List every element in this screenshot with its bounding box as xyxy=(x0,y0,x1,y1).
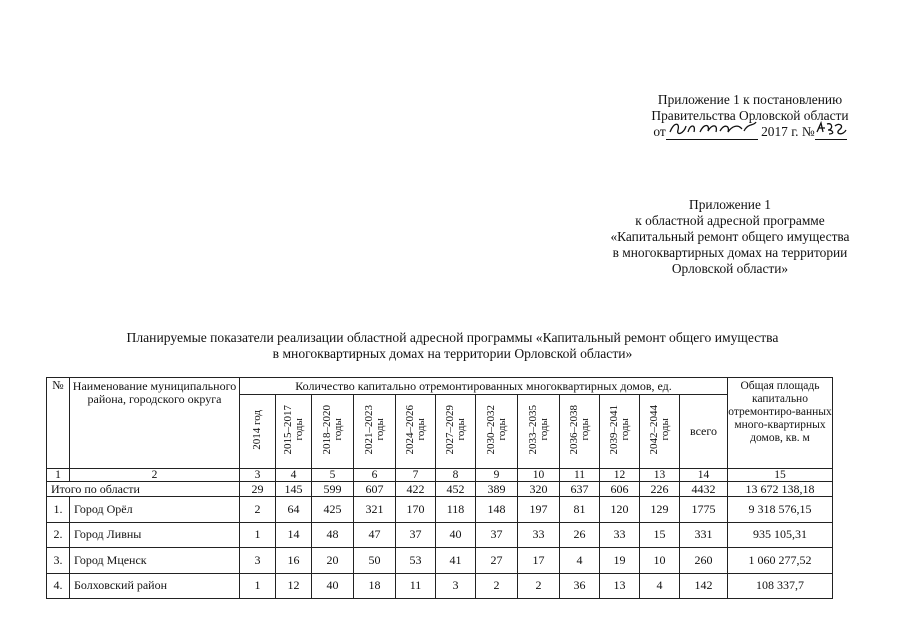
header-period xyxy=(640,395,680,469)
column-number: 10 xyxy=(518,469,560,482)
row-name: Город Ливны xyxy=(70,522,240,548)
table-row xyxy=(47,548,833,574)
table-cell: 64 xyxy=(276,497,312,523)
table-cell: 3 xyxy=(436,573,476,599)
header-period-label: 2030–2032 годы xyxy=(484,404,508,455)
table-cell: 226 xyxy=(640,482,680,497)
table-row xyxy=(47,522,833,548)
table-cell: 50 xyxy=(354,548,396,574)
table-cell: 260 xyxy=(680,548,728,574)
column-number: 5 xyxy=(312,469,354,482)
table-cell: 148 xyxy=(476,497,518,523)
table-row xyxy=(47,497,833,523)
table-cell: 16 xyxy=(276,548,312,574)
header-period-label: 2018–2020 годы xyxy=(320,404,344,455)
table-cell: 935 105,31 xyxy=(728,522,833,548)
document-title xyxy=(40,330,865,362)
header-period-label: 2021–2023 годы xyxy=(362,404,386,455)
header-area: Общая площадь капитально отремонтиро-ванных много-квартирных домов, кв. м xyxy=(728,378,833,469)
table-cell: 1 xyxy=(240,522,276,548)
column-numbers-row xyxy=(47,469,833,482)
header-total: всего xyxy=(680,395,728,469)
header-period-label: 2015–2017 годы xyxy=(281,404,305,455)
header-period-label: 2027–2029 годы xyxy=(443,404,467,455)
table-cell: 607 xyxy=(354,482,396,497)
annex-program-line2: к областной адресной программе xyxy=(635,213,825,228)
table-cell: 120 xyxy=(600,497,640,523)
annex-program-line4: в многоквартирных домах на территории xyxy=(612,245,848,260)
table-cell: 18 xyxy=(354,573,396,599)
table-cell: 13 xyxy=(600,573,640,599)
table-cell: 1 xyxy=(240,573,276,599)
table-cell: 606 xyxy=(600,482,640,497)
date-suffix: 2017 г. № xyxy=(761,124,815,139)
table-cell: 1775 xyxy=(680,497,728,523)
header-period-label: 2039–2041 годы xyxy=(607,404,631,455)
column-number: 1 xyxy=(47,469,70,482)
table-cell: 27 xyxy=(476,548,518,574)
header-period-label: 2024–2026 годы xyxy=(403,404,427,455)
row-number: 2. xyxy=(47,522,70,548)
table-cell: 33 xyxy=(600,522,640,548)
table-cell: 53 xyxy=(396,548,436,574)
table-cell: 37 xyxy=(476,522,518,548)
table-cell: 637 xyxy=(560,482,600,497)
column-number: 4 xyxy=(276,469,312,482)
header-period xyxy=(436,395,476,469)
header-period-label: 2036–2038 годы xyxy=(567,404,591,455)
column-number: 3 xyxy=(240,469,276,482)
table-cell: 170 xyxy=(396,497,436,523)
column-number: 6 xyxy=(354,469,396,482)
table-cell: 1 060 277,52 xyxy=(728,548,833,574)
header-period-label: 2042–2044 годы xyxy=(647,404,671,455)
table-cell: 422 xyxy=(396,482,436,497)
column-number: 12 xyxy=(600,469,640,482)
table-cell: 40 xyxy=(312,573,354,599)
table-cell: 11 xyxy=(396,573,436,599)
header-period xyxy=(354,395,396,469)
table-cell: 33 xyxy=(518,522,560,548)
table-cell: 40 xyxy=(436,522,476,548)
header-period xyxy=(276,395,312,469)
table-row xyxy=(47,573,833,599)
table-cell: 47 xyxy=(354,522,396,548)
row-name: Город Мценск xyxy=(70,548,240,574)
table-cell: 81 xyxy=(560,497,600,523)
table-cell: 197 xyxy=(518,497,560,523)
table-cell: 15 xyxy=(640,522,680,548)
table-cell: 331 xyxy=(680,522,728,548)
row-name: Город Орёл xyxy=(70,497,240,523)
annex-program-line5: Орловской области» xyxy=(671,261,789,276)
total-row xyxy=(47,482,833,497)
header-period xyxy=(600,395,640,469)
column-number: 11 xyxy=(560,469,600,482)
header-num: № xyxy=(47,378,70,469)
document-title-line1: Планируемые показатели реализации областной адресной программы «Капитальный ремонт общего имущества xyxy=(126,330,779,345)
table-cell: 14 xyxy=(276,522,312,548)
table-header-row xyxy=(47,378,833,395)
table-cell: 26 xyxy=(560,522,600,548)
row-number: 4. xyxy=(47,573,70,599)
header-period-label: 2014 год xyxy=(251,409,263,450)
header-period xyxy=(396,395,436,469)
column-number: 8 xyxy=(436,469,476,482)
handwritten-date-signature xyxy=(666,125,758,140)
table-cell: 12 xyxy=(276,573,312,599)
table-cell: 2 xyxy=(518,573,560,599)
table-cell: 10 xyxy=(640,548,680,574)
header-period xyxy=(560,395,600,469)
table-cell: 20 xyxy=(312,548,354,574)
date-prefix: от xyxy=(653,124,666,139)
table-cell: 599 xyxy=(312,482,354,497)
header-name: Наименование муниципального района, городского округа xyxy=(70,378,240,469)
table-cell: 321 xyxy=(354,497,396,523)
table-cell: 3 xyxy=(240,548,276,574)
document-title-line2: в многоквартирных домах на территории Орловской области» xyxy=(272,346,633,361)
table-cell: 389 xyxy=(476,482,518,497)
table-cell: 320 xyxy=(518,482,560,497)
row-number: 1. xyxy=(47,497,70,523)
annex-resolution-block xyxy=(600,92,900,140)
column-number: 13 xyxy=(640,469,680,482)
header-period xyxy=(312,395,354,469)
annex-program-line3: «Капитальный ремонт общего имущества xyxy=(610,229,850,244)
handwritten-number-signature xyxy=(815,125,847,140)
table-cell: 142 xyxy=(680,573,728,599)
column-number: 2 xyxy=(70,469,240,482)
table-cell: 29 xyxy=(240,482,276,497)
table-cell: 2 xyxy=(240,497,276,523)
annex-resolution-date-line xyxy=(600,124,900,140)
row-number: 3. xyxy=(47,548,70,574)
table-cell: 41 xyxy=(436,548,476,574)
table-cell: 48 xyxy=(312,522,354,548)
header-period xyxy=(240,395,276,469)
annex-resolution-line2: Правительства Орловской области xyxy=(651,108,849,123)
table-cell: 2 xyxy=(476,573,518,599)
table-cell: 36 xyxy=(560,573,600,599)
annex-program-line1: Приложение 1 xyxy=(689,197,771,212)
table-cell: 129 xyxy=(640,497,680,523)
table-cell: 4432 xyxy=(680,482,728,497)
table-cell: 13 672 138,18 xyxy=(728,482,833,497)
annex-program-block xyxy=(580,197,880,277)
table-cell: 425 xyxy=(312,497,354,523)
table-cell: 37 xyxy=(396,522,436,548)
header-period xyxy=(518,395,560,469)
header-count-group: Количество капитально отремонтированных многоквартирных домов, ед. xyxy=(240,378,728,395)
table-cell: 19 xyxy=(600,548,640,574)
total-row-name: Итого по области xyxy=(47,482,240,497)
column-number: 9 xyxy=(476,469,518,482)
table-cell: 4 xyxy=(640,573,680,599)
table-cell: 452 xyxy=(436,482,476,497)
column-number: 7 xyxy=(396,469,436,482)
table-cell: 4 xyxy=(560,548,600,574)
header-period-label: 2033–2035 годы xyxy=(526,404,550,455)
table-cell: 118 xyxy=(436,497,476,523)
indicators-table xyxy=(46,377,833,599)
table-cell: 17 xyxy=(518,548,560,574)
table-cell: 9 318 576,15 xyxy=(728,497,833,523)
table-cell: 108 337,7 xyxy=(728,573,833,599)
table-cell: 145 xyxy=(276,482,312,497)
column-number: 14 xyxy=(680,469,728,482)
row-name: Болховский район xyxy=(70,573,240,599)
column-number: 15 xyxy=(728,469,833,482)
annex-resolution-line1: Приложение 1 к постановлению xyxy=(657,92,843,107)
header-period xyxy=(476,395,518,469)
